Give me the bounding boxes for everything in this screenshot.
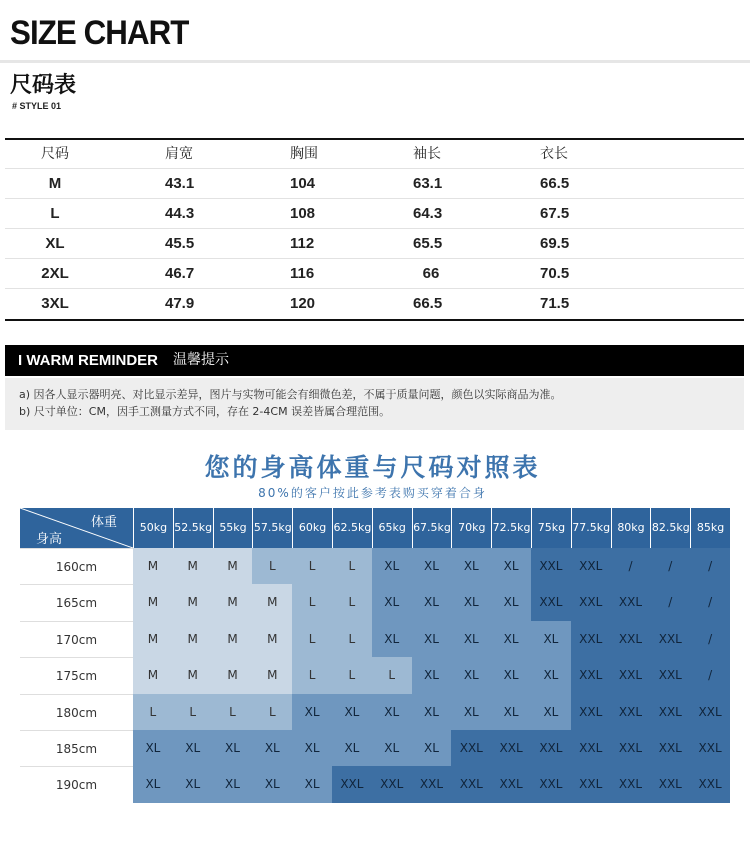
size-recommendation-cell: XL [213,730,253,766]
size-recommendation-cell: XL [372,548,412,584]
column-header: 尺码 [41,146,69,162]
weight-column-header: 77.5kg [571,508,611,548]
column-header: 袖长 [413,146,441,162]
height-weight-chart-title: 您的身高体重与尺码对照表 [204,453,541,482]
table-cell: 112 [290,235,315,252]
weight-column-header: 82.5kg [650,508,690,548]
table-cell: 69.5 [540,235,570,252]
size-recommendation-cell: M [213,657,253,693]
size-recommendation-cell: XXL [372,766,412,802]
size-recommendation-cell: L [332,584,372,620]
table-cell: 120 [290,295,316,312]
size-recommendation-cell: XL [173,730,213,766]
size-recommendation-cell: XL [292,730,332,766]
table-cell: 3XL [41,295,69,312]
table-cell: 66.5 [413,295,443,312]
weight-column-header: 52.5kg [173,508,213,548]
weight-axis-label: 体重 [90,515,117,530]
table-cell: 2XL [41,265,69,282]
column-header: 衣长 [540,146,568,162]
weight-column-header: 57.5kg [252,508,292,548]
height-row-label: 160cm [20,548,133,584]
size-recommendation-cell: XL [372,730,412,766]
table-row [5,199,744,229]
height-row-label: 190cm [20,766,133,802]
size-recommendation-cell: M [213,548,253,584]
table-cell: 116 [290,265,315,282]
table-cell: 47.9 [165,295,195,312]
table-cell: 104 [290,175,316,192]
size-recommendation-cell: XXL [611,694,651,730]
table-row [5,289,744,319]
size-table-header [5,140,744,169]
size-recommendation-cell: XL [451,584,491,620]
height-row-label: 170cm [20,621,133,657]
reminder-note: b) 尺寸单位：CM，因手工测量方式不同，存在 2-4CM 误差皆属合理范围。 [19,405,391,418]
size-recommendation-cell: M [173,621,213,657]
warm-reminder-label: I WARM REMINDER [18,352,158,369]
size-recommendation-cell: M [213,584,253,620]
size-recommendation-cell: / [650,584,690,620]
size-recommendation-cell: M [133,657,173,693]
table-cell: 43.1 [165,175,195,192]
size-recommendation-cell: / [690,621,730,657]
size-recommendation-cell: L [292,657,332,693]
table-cell: 70.5 [540,265,570,282]
page-title-cn: 尺码表 [10,73,77,98]
size-recommendation-cell: XXL [650,657,690,693]
table-cell: XL [45,235,65,252]
size-recommendation-cell: XXL [611,766,651,802]
size-table [5,138,744,321]
size-recommendation-cell: XL [451,657,491,693]
size-recommendation-cell: L [292,548,332,584]
size-recommendation-cell: XL [412,621,452,657]
size-recommendation-cell: XXL [611,584,651,620]
size-recommendation-cell: XXL [611,621,651,657]
size-recommendation-cell: / [690,548,730,584]
warm-reminder-bar [5,345,744,376]
table-cell: 66 [422,265,440,282]
size-recommendation-cell: XL [133,766,173,802]
size-recommendation-cell: XXL [650,766,690,802]
table-cell: 71.5 [540,295,570,312]
size-recommendation-cell: XL [451,548,491,584]
size-recommendation-cell: XL [531,657,571,693]
weight-column-header: 62.5kg [332,508,372,548]
size-recommendation-cell: XL [491,657,531,693]
size-recommendation-cell: XXL [571,694,611,730]
height-axis-label: 身高 [36,532,63,547]
size-recommendation-cell: XXL [650,694,690,730]
height-row-label: 165cm [20,584,133,620]
grid-corner-header [20,508,133,548]
size-recommendation-cell: XXL [611,657,651,693]
size-recommendation-cell: XL [451,694,491,730]
table-cell: L [50,205,60,222]
size-recommendation-cell: XXL [571,548,611,584]
warm-reminder-notes [5,378,744,430]
size-recommendation-cell: XL [531,694,571,730]
table-cell: 66.5 [540,175,570,192]
size-recommendation-cell: XXL [571,730,611,766]
size-recommendation-cell: XL [292,766,332,802]
size-recommendation-cell: XXL [531,548,571,584]
size-recommendation-cell: M [252,621,292,657]
weight-column-header: 60kg [292,508,332,548]
size-recommendation-cell: L [332,548,372,584]
table-cell: 108 [290,205,316,222]
size-recommendation-cell: XXL [571,766,611,802]
size-recommendation-cell: / [690,657,730,693]
size-recommendation-cell: XL [252,730,292,766]
table-row [5,169,744,199]
size-recommendation-cell: XL [332,730,372,766]
size-recommendation-cell: L [252,694,292,730]
column-header: 肩宽 [165,146,193,162]
warm-reminder-label-cn: 温馨提示 [173,352,229,368]
weight-column-header: 65kg [372,508,412,548]
weight-column-header: 80kg [611,508,651,548]
table-cell: 46.7 [165,265,195,282]
size-recommendation-cell: XXL [491,766,531,802]
height-row-label: 185cm [20,730,133,766]
size-recommendation-cell: XXL [451,730,491,766]
size-recommendation-cell: XXL [412,766,452,802]
size-recommendation-cell: / [611,548,651,584]
size-recommendation-cell: L [133,694,173,730]
size-recommendation-cell: M [173,657,213,693]
weight-column-header: 50kg [133,508,173,548]
size-recommendation-cell: XXL [571,584,611,620]
table-cell: 65.5 [413,235,443,252]
table-cell: 64.3 [413,205,443,222]
size-recommendation-cell: XXL [332,766,372,802]
size-recommendation-cell: XXL [690,730,730,766]
size-recommendation-cell: XL [491,694,531,730]
size-recommendation-cell: XL [372,621,412,657]
size-recommendation-cell: L [372,657,412,693]
size-recommendation-cell: XXL [690,694,730,730]
size-recommendation-cell: XL [252,766,292,802]
table-row [5,259,744,289]
size-recommendation-cell: L [332,621,372,657]
table-cell: M [48,175,62,192]
size-recommendation-cell: XL [292,694,332,730]
size-recommendation-cell: XXL [650,730,690,766]
height-row-label: 175cm [20,657,133,693]
size-recommendation-cell: L [292,584,332,620]
weight-column-header: 85kg [690,508,730,548]
page-title: SIZE CHART [10,14,189,52]
title-divider [0,60,750,63]
size-recommendation-cell: L [252,548,292,584]
size-recommendation-cell: XL [372,584,412,620]
weight-column-header: 67.5kg [412,508,452,548]
height-row-label: 180cm [20,694,133,730]
size-recommendation-cell: XL [412,657,452,693]
size-recommendation-cell: XL [491,621,531,657]
size-recommendation-cell: XXL [571,621,611,657]
size-recommendation-cell: XL [173,766,213,802]
size-recommendation-cell: / [650,548,690,584]
size-recommendation-cell: M [173,548,213,584]
column-header: 胸围 [290,146,318,162]
height-weight-size-grid [20,508,730,803]
weight-column-header: 72.5kg [491,508,531,548]
table-cell: 44.3 [165,205,195,222]
height-weight-chart-subtitle: 80%的客户按此参考表购买穿着合身 [258,486,487,500]
size-recommendation-cell: XXL [451,766,491,802]
size-recommendation-cell: XL [213,766,253,802]
size-recommendation-cell: M [173,584,213,620]
size-recommendation-cell: XXL [531,584,571,620]
table-cell: 67.5 [540,205,570,222]
size-recommendation-cell: XL [491,584,531,620]
size-recommendation-cell: XL [332,694,372,730]
table-cell: 45.5 [165,235,195,252]
size-recommendation-cell: XXL [491,730,531,766]
size-recommendation-cell: XL [412,584,452,620]
size-recommendation-cell: XXL [571,657,611,693]
size-recommendation-cell: L [292,621,332,657]
table-cell: 63.1 [413,175,443,192]
reminder-note: a) 因各人显示器明亮、对比显示差异，图片与实物可能会有细微色差，不属于质量问题，颜色以实际商品为准。 [19,388,562,401]
size-recommendation-cell: M [213,621,253,657]
table-row [5,229,744,259]
weight-column-header: 55kg [213,508,253,548]
size-recommendation-cell: M [133,548,173,584]
size-recommendation-cell: XXL [531,730,571,766]
size-recommendation-cell: L [213,694,253,730]
size-recommendation-cell: M [252,584,292,620]
size-recommendation-cell: M [252,657,292,693]
weight-column-header: 75kg [531,508,571,548]
size-recommendation-cell: M [133,584,173,620]
size-recommendation-cell: L [173,694,213,730]
size-recommendation-cell: XXL [531,766,571,802]
size-recommendation-cell: XL [412,694,452,730]
style-code: # STYLE 01 [12,101,62,111]
size-recommendation-cell: XL [531,621,571,657]
weight-column-header: 70kg [451,508,491,548]
size-recommendation-cell: XL [133,730,173,766]
size-recommendation-cell: XL [412,548,452,584]
size-recommendation-cell: XXL [611,730,651,766]
size-recommendation-cell: XL [412,730,452,766]
size-recommendation-cell: XXL [650,621,690,657]
size-recommendation-cell: / [690,584,730,620]
size-recommendation-cell: M [133,621,173,657]
size-recommendation-cell: XL [451,621,491,657]
size-recommendation-cell: XL [372,694,412,730]
size-recommendation-cell: XL [491,548,531,584]
size-recommendation-cell: XXL [690,766,730,802]
size-recommendation-cell: L [332,657,372,693]
